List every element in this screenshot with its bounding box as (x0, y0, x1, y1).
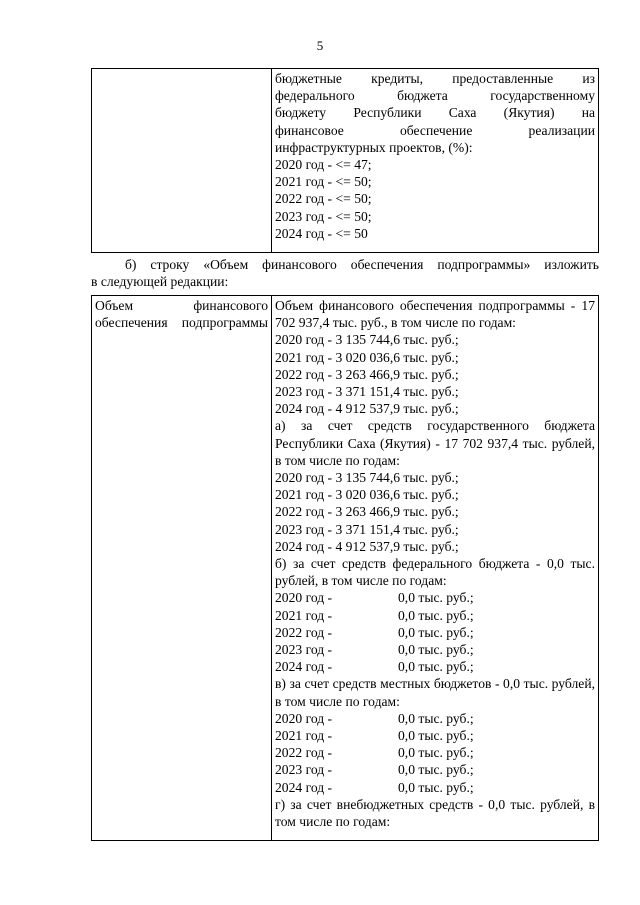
funding-label-cell (92, 296, 272, 841)
indicator-year-line: 2023 год - <= 50; (275, 208, 372, 224)
year-label: 2020 год - (275, 590, 333, 606)
amendment-line: в следующей редакции: (91, 274, 229, 290)
year-value: 0,0 тыс. руб.; (398, 762, 474, 778)
year-value: 0,0 тыс. руб.; (398, 590, 474, 606)
indicator-year-line: 2020 год - <= 47; (275, 157, 372, 173)
funding-year-row (275, 761, 595, 778)
funding-details-cell (272, 296, 599, 841)
funding-year-line: 2023 год - 3 371 151,4 тыс. руб.; (275, 384, 459, 400)
page-number: 5 (316, 38, 324, 53)
funding-year-line: 2021 год - 3 020 036,6 тыс. руб.; (275, 349, 459, 365)
funding-source-a: а) за счет средств государственного бюджета Республики Саха (Якутия) - 17 702 937,4 тыс. рублей, в том числе по годам: (275, 418, 595, 468)
indicator-year-line: 2022 год - <= 50; (275, 191, 372, 207)
funding-year-line: 2024 год - 4 912 537,9 тыс. руб.; (275, 538, 459, 554)
table-cell-right (272, 69, 599, 253)
year-value: 0,0 тыс. руб.; (398, 659, 474, 675)
year-label: 2023 год - (275, 762, 333, 778)
year-label: 2020 год - (275, 710, 333, 726)
funding-year-line: 2022 год - 3 263 466,9 тыс. руб.; (275, 366, 459, 382)
funding-year-line: 2021 год - 3 020 036,6 тыс. руб.; (275, 487, 459, 503)
indicator-text-line: инфраструктурных проектов, (%): (275, 139, 473, 155)
funding-year-line: 2020 год - 3 135 744,6 тыс. руб.; (275, 470, 459, 486)
indicator-year-line: 2021 год - <= 50; (275, 174, 372, 190)
funding-year-line: 2022 год - 3 263 466,9 тыс. руб.; (275, 504, 459, 520)
year-label: 2021 год - (275, 728, 333, 744)
year-value: 0,0 тыс. руб.; (398, 710, 474, 726)
funding-year-line: 2020 год - 3 135 744,6 тыс. руб.; (275, 332, 459, 348)
funding-source-b: б) за счет средств федерального бюджета - 0,0 тыс. рублей, в том числе по годам: (275, 556, 595, 589)
amendment-line: б) строку «Объем финансового обеспечения подпрограммы» изложить (125, 257, 599, 272)
amendment-paragraph (91, 256, 599, 290)
indicator-year-line: 2024 год - <= 50 (275, 225, 368, 241)
year-value: 0,0 тыс. руб.; (398, 779, 474, 795)
funding-source-g: г) за счет внебюджетных средств - 0,0 тыс. рублей, в том числе по годам: (275, 796, 595, 830)
indicator-text-line: бюджетные кредиты, предоставленные из (275, 71, 595, 86)
funding-year-row (275, 607, 595, 624)
funding-year-row (275, 727, 595, 744)
year-label: 2022 год - (275, 745, 333, 761)
year-label: 2023 год - (275, 642, 333, 658)
year-label: 2024 год - (275, 659, 333, 675)
year-label: 2024 год - (275, 779, 333, 795)
funding-year-row (275, 710, 595, 727)
indicator-text-line: федерального бюджета государственному (275, 88, 595, 104)
year-label: 2022 год - (275, 624, 333, 640)
funding-year-row (275, 589, 595, 606)
program-table-continuation (91, 68, 599, 253)
funding-year-row (275, 641, 595, 658)
funding-intro: Объем финансового обеспечения подпрограммы - 17 702 937,4 тыс. руб., в том числе по годам: (275, 298, 595, 331)
year-value: 0,0 тыс. руб.; (398, 607, 474, 623)
funding-year-row (275, 624, 595, 641)
funding-source-v: в) за счет средств местных бюджетов - 0,0 тыс. рублей, в том числе по годам: (275, 676, 595, 709)
table-cell-left (92, 69, 272, 253)
funding-label: Объем финансового обеспечения подпрограммы (95, 298, 268, 331)
year-value: 0,0 тыс. руб.; (398, 624, 474, 640)
funding-year-row (275, 744, 595, 761)
indicator-text-line: финансовое обеспечение реализации (275, 122, 595, 138)
year-value: 0,0 тыс. руб.; (398, 728, 474, 744)
funding-table (91, 295, 599, 841)
year-value: 0,0 тыс. руб.; (398, 642, 474, 658)
table-row (92, 296, 599, 841)
year-label: 2021 год - (275, 607, 333, 623)
indicator-text-line: бюджету Республики Саха (Якутия) на (275, 105, 595, 121)
funding-year-line: 2023 год - 3 371 151,4 тыс. руб.; (275, 521, 459, 537)
table-row (92, 69, 599, 253)
funding-year-row (275, 779, 595, 796)
funding-year-line: 2024 год - 4 912 537,9 тыс. руб.; (275, 401, 459, 417)
funding-year-row (275, 658, 595, 675)
year-value: 0,0 тыс. руб.; (398, 745, 474, 761)
